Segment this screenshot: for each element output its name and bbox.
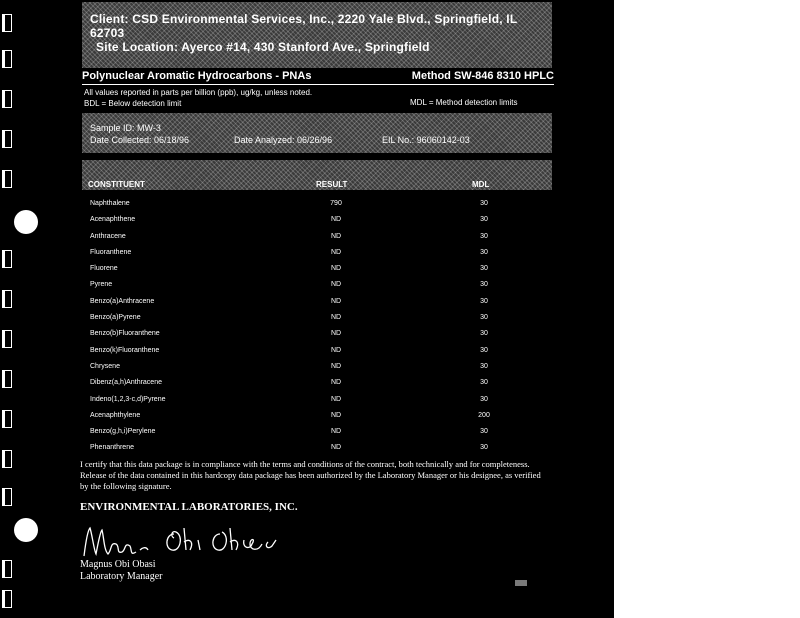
table-row <box>90 424 510 440</box>
constituent-cell: Dibenz(a,h)Anthracene <box>90 379 162 387</box>
column-header-constituent: CONSTITUENT <box>88 180 145 189</box>
mdl-cell: 30 <box>480 330 488 338</box>
table-row <box>90 229 510 245</box>
binder-strip <box>0 0 40 618</box>
mdl-cell: 30 <box>480 379 488 387</box>
client-line: Client: CSD Environmental Services, Inc., 2220 Yale Blvd., Springfield, IL 62703 <box>90 12 518 40</box>
mdl-cell: 30 <box>480 346 488 354</box>
handwritten-signature <box>80 520 300 564</box>
table-header-band <box>82 160 552 190</box>
constituent-cell: Chrysene <box>90 362 120 370</box>
result-cell: ND <box>330 428 342 436</box>
report-title: Polynuclear Aromatic Hydrocarbons - PNAs <box>82 70 312 82</box>
result-cell: ND <box>330 330 342 338</box>
date-collected: Date Collected: 06/18/96 <box>90 135 190 145</box>
constituent-cell: Benzo(k)Fluoranthene <box>90 346 160 354</box>
date-analyzed: Date Analyzed: 06/26/96 <box>234 135 333 145</box>
page-stamp <box>515 580 527 586</box>
mdl-cell: 30 <box>480 216 488 224</box>
signer-block <box>80 559 162 583</box>
result-cell: 790 <box>330 200 342 207</box>
table-row <box>90 326 510 342</box>
mdl-cell: 30 <box>480 362 488 370</box>
sample-id: Sample ID: MW-3 <box>90 123 161 133</box>
client-header-band <box>82 2 552 68</box>
mdl-cell: 30 <box>480 200 488 207</box>
column-header-result: RESULT <box>316 180 348 189</box>
binder-tab <box>2 488 12 506</box>
sample-info-band <box>82 113 552 153</box>
mdl-cell: 30 <box>480 232 488 240</box>
punch-hole <box>14 210 38 234</box>
result-cell: ND <box>330 362 342 370</box>
laboratory-name: ENVIRONMENTAL LABORATORIES, INC. <box>80 501 298 513</box>
table-row <box>90 261 510 277</box>
mdl-cell: 200 <box>478 411 490 419</box>
mdl-cell: 30 <box>480 281 488 289</box>
binder-tab <box>2 560 12 578</box>
binder-tab <box>2 370 12 388</box>
mdl-cell: 30 <box>480 395 488 403</box>
result-cell: ND <box>330 281 342 289</box>
binder-tab <box>2 50 12 68</box>
binder-tab <box>2 130 12 148</box>
results-table <box>90 196 510 457</box>
binder-tab <box>2 330 12 348</box>
mdl-cell: 30 <box>480 314 488 322</box>
constituent-cell: Naphthalene <box>90 200 130 207</box>
column-header-mdl: MDL <box>472 180 490 189</box>
binder-tab <box>2 14 12 32</box>
constituent-cell: Pyrene <box>90 281 113 289</box>
table-row <box>90 343 510 359</box>
result-cell: ND <box>330 232 342 240</box>
table-row <box>90 359 510 375</box>
bdl-note: BDL = Below detection limit <box>84 99 182 108</box>
signer-name: Magnus Obi Obasi <box>80 559 156 570</box>
table-row <box>90 212 510 228</box>
binder-tab <box>2 410 12 428</box>
table-row <box>90 375 510 391</box>
binder-tab <box>2 590 12 608</box>
table-row <box>90 294 510 310</box>
constituent-cell: Fluorene <box>90 265 118 273</box>
result-cell: ND <box>330 395 342 403</box>
binder-tab <box>2 450 12 468</box>
constituent-cell: Benzo(a)Anthracene <box>90 297 155 305</box>
report-notes <box>84 87 544 109</box>
punch-hole <box>14 518 38 542</box>
table-row <box>90 310 510 326</box>
result-cell: ND <box>330 216 342 224</box>
constituent-cell: Anthracene <box>90 232 126 240</box>
mdl-cell: 30 <box>480 297 488 305</box>
signer-title: Laboratory Manager <box>80 571 163 582</box>
mdl-cell: 30 <box>480 428 488 436</box>
report-title-row <box>82 70 554 85</box>
units-note: All values reported in parts per billion (ppb), ug/kg, unless noted. <box>84 88 313 97</box>
table-row <box>90 245 510 261</box>
mdl-cell: 30 <box>480 444 488 452</box>
constituent-cell: Benzo(a)Pyrene <box>90 314 141 322</box>
result-cell: ND <box>330 248 342 256</box>
table-row <box>90 440 510 456</box>
constituent-cell: Acenaphthene <box>90 216 136 224</box>
result-cell: ND <box>330 379 342 387</box>
mdl-cell: 30 <box>480 248 488 256</box>
result-cell: ND <box>330 346 342 354</box>
constituent-cell: Acenaphthylene <box>90 411 141 419</box>
site-location-line: Site Location: Ayerco #14, 430 Stanford Ave., Springfield <box>96 40 430 54</box>
table-row <box>90 277 510 293</box>
certification-statement: I certify that this data package is in compliance with the terms and conditions of the contract, both technically and for completeness. Release of the data contained in this hardcopy data package has been authorized by the Laboratory Manager or his designee, as verified by the following signature. <box>80 459 541 491</box>
constituent-cell: Phenanthrene <box>90 444 134 452</box>
binder-tab <box>2 90 12 108</box>
method-title: Method SW-846 8310 HPLC <box>411 70 554 82</box>
constituent-cell: Benzo(b)Fluoranthene <box>90 330 160 338</box>
constituent-cell: Benzo(g,h,i)Perylene <box>90 428 156 436</box>
result-cell: ND <box>330 411 342 419</box>
result-cell: ND <box>330 314 342 322</box>
result-cell: ND <box>330 297 342 305</box>
result-cell: ND <box>330 265 342 273</box>
table-row <box>90 408 510 424</box>
binder-tab <box>2 250 12 268</box>
result-cell: ND <box>330 444 342 452</box>
mdl-note: MDL = Method detection limits <box>410 98 518 107</box>
binder-tab <box>2 290 12 308</box>
eil-number: EIL No.: 96060142-03 <box>382 135 470 145</box>
table-row <box>90 196 510 212</box>
table-row <box>90 392 510 408</box>
mdl-cell: 30 <box>480 265 488 273</box>
constituent-cell: Fluoranthene <box>90 248 132 256</box>
binder-tab <box>2 170 12 188</box>
constituent-cell: Indeno(1,2,3-c,d)Pyrene <box>90 395 166 403</box>
